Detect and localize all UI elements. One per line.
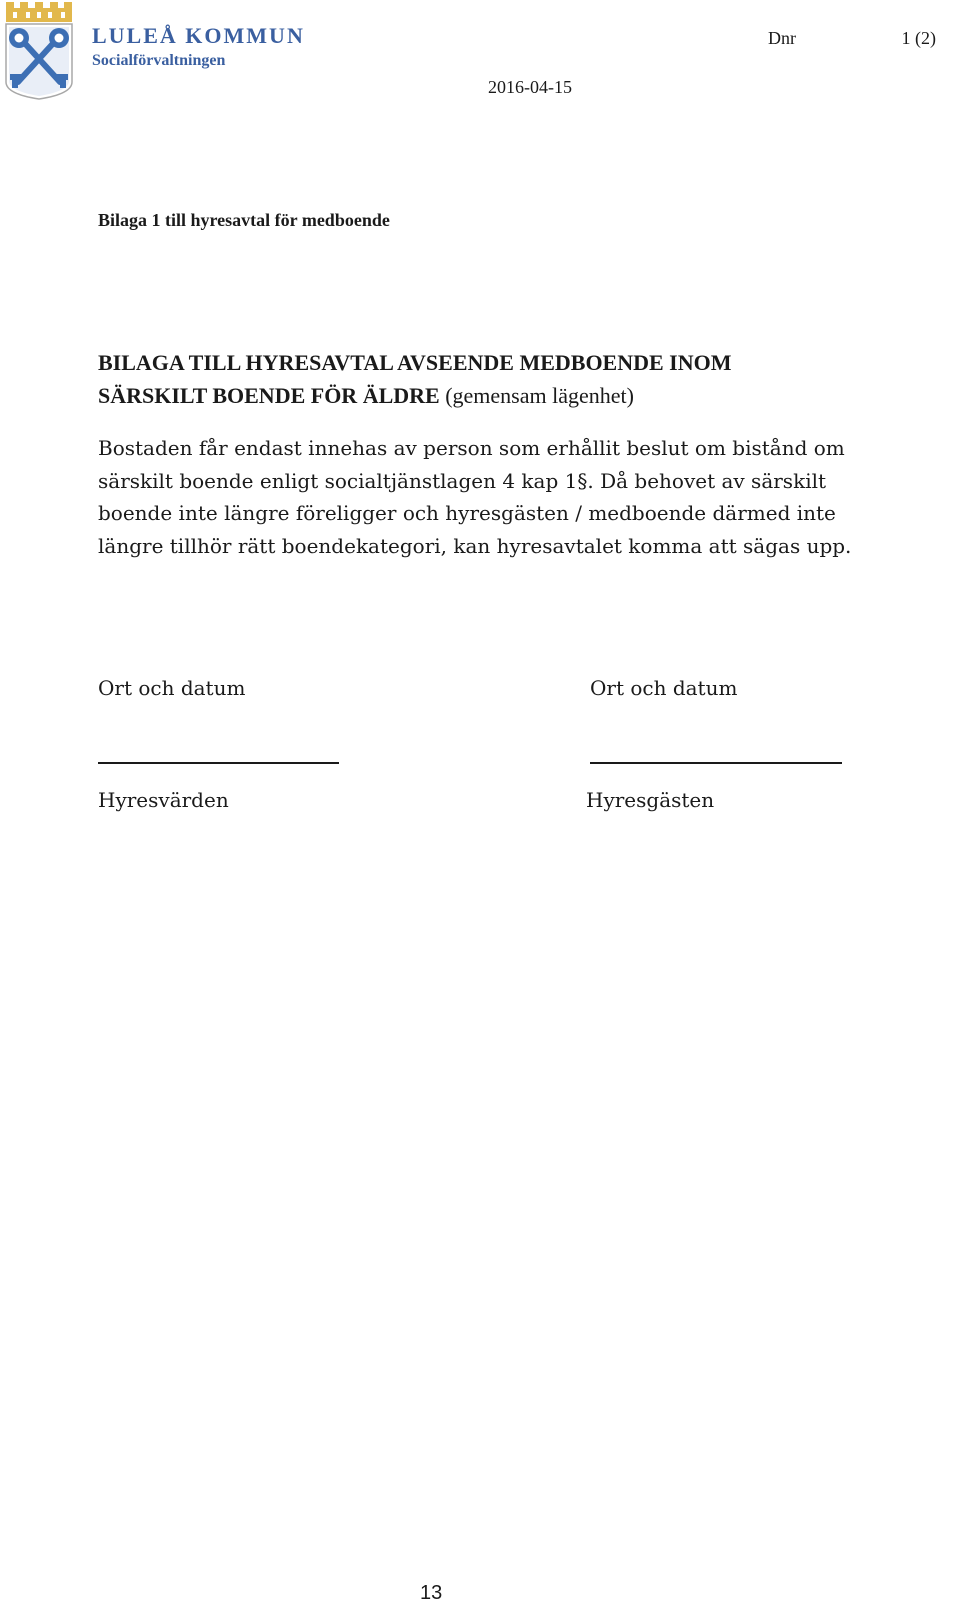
document-paragraph: Bostaden får endast innehas av person som erhållit beslut om bistånd om särskilt boende enligt socialtjänstlagen 4 kap 1§. Då behovet av särskilt boende inte längre föreligger och hyresgästen / medboende därmed inte längre tillhör rätt boendekategori, kan hyresavtalet komma att sägas upp. — [98, 436, 852, 558]
document-subtitle: Bilaga 1 till hyresavtal för medboende — [98, 210, 390, 230]
dnr-label: Dnr — [768, 28, 796, 48]
left-role-label: Hyresvärden — [98, 788, 229, 812]
left-signature-line — [98, 762, 339, 764]
footer-page-number: 13 — [420, 1582, 443, 1604]
heading-line-2: SÄRSKILT BOENDE FÖR ÄLDRE — [98, 383, 440, 408]
heading-line-1: BILAGA TILL HYRESAVTAL AVSEENDE MEDBOENDE INOM — [98, 350, 732, 375]
document-heading — [98, 346, 898, 412]
right-role-label: Hyresgästen — [586, 788, 715, 812]
left-place-date-label: Ort och datum — [98, 676, 246, 700]
lulea-coat-of-arms-icon — [4, 2, 74, 100]
organization-unit: Socialförvaltningen — [92, 52, 226, 69]
organization-block — [92, 22, 305, 72]
right-place-date-label: Ort och datum — [590, 676, 738, 700]
heading-suffix: (gemensam lägenhet) — [445, 383, 634, 408]
page-number: 1 (2) — [901, 28, 936, 48]
right-signature-line — [590, 762, 842, 764]
organization-name: LULEÅ KOMMUN — [92, 23, 305, 48]
document-date: 2016-04-15 — [488, 77, 572, 97]
